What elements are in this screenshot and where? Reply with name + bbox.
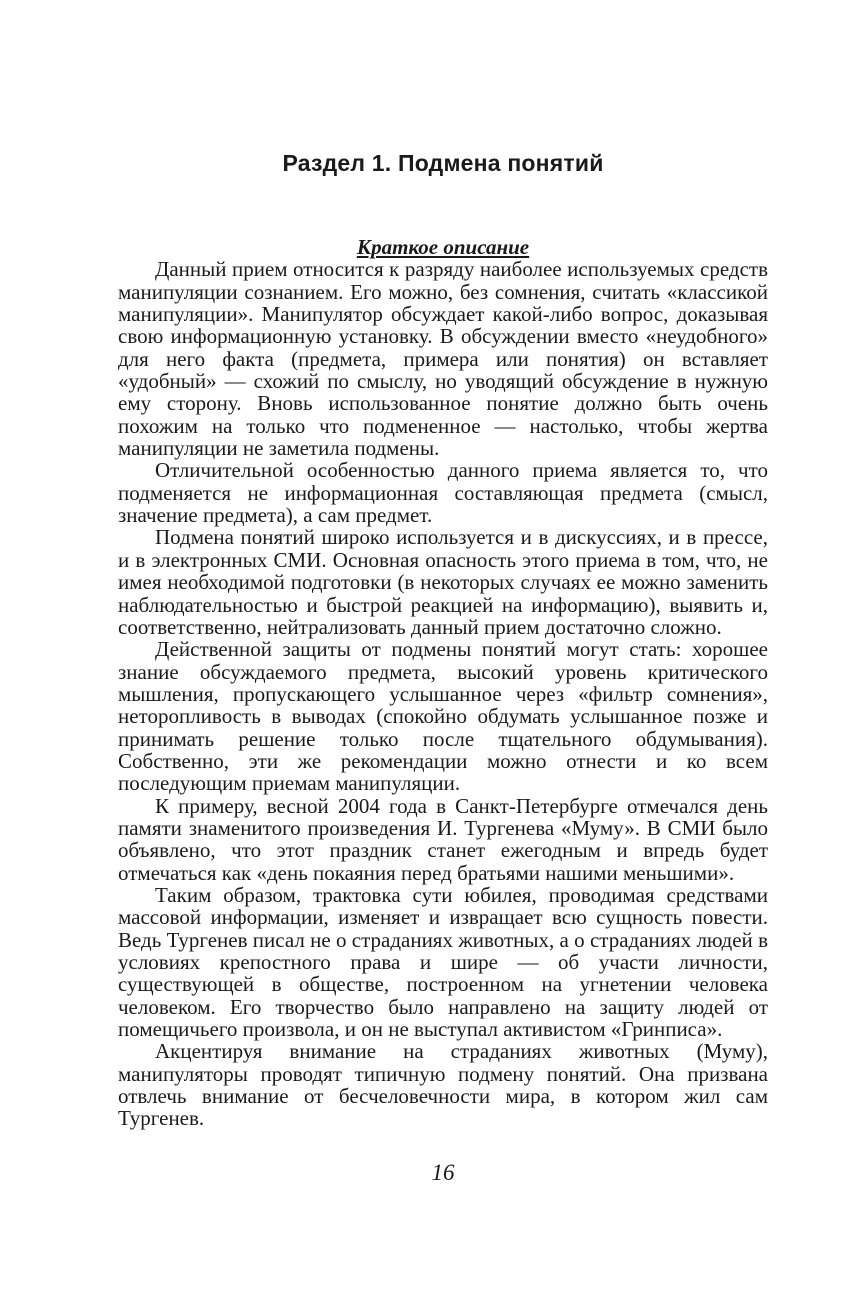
page-number: 16 (431, 1160, 455, 1185)
paragraph: Отличительной особенностью данного приема является то, что подменяется не информационная составляющая предмета (смысл, значение предмета), а сам предмет. (118, 458, 768, 528)
paragraph: Действенной защиты от подмены понятий могут стать: хорошее знание обсуждаемого предмета, высокий уровень критического мышления, пропускающего услышанное через «фильтр сомнения», неторопливость в выводах (спокойно обдумать услышанное позже и принимать решение только после тщательного обдумывания). Собственно, эти же рекомендации можно отнести и ко всем последующим приемам манипуляции. (118, 637, 768, 796)
paragraph: Таким образом, трактовка сути юбилея, проводимая средствами массовой информации, изменяет и извращает всю сущность повести. Ведь Тургенев писал не о страданиях животных, а о страданиях людей в условиях крепостного права и шире — об участи личности, существующей в обществе, построенном на угнетении человека человеком. Его творчество было направлено на защиту людей от помещичьего произвола, и он не выступал активистом «Гринписа». (118, 882, 768, 1042)
body-text (118, 236, 768, 1130)
paragraph: Подмена понятий широко используется и в дискуссиях, и в прессе, и в электронных СМИ. Основная опасность этого приема в том, что, не имея необходимой подготовки (в некоторых случаях ее можно заменить наблюдательностью и быстрой реакцией на информацию), выявить и, соответственно, нейтрализовать данный прием достаточно сложно. (118, 525, 768, 639)
section-heading: Раздел 1. Подмена понятий (282, 150, 604, 176)
paragraph: К примеру, весной 2004 года в Санкт-Петербурге отмечался день памяти знаменитого произведения И. Тургенева «Муму». В СМИ было объявлено, что этот праздник станет ежегодным и впредь будет отмечаться как «день покаяния перед братьями нашими меньшими». (118, 793, 768, 885)
paragraph: Данный прием относится к разряду наиболее используемых средств манипуляции сознанием. Его можно, без сомнения, считать «классикой манипуляции». Манипулятор обсуждает какой-либо вопрос, доказывая свою информационную установку. В обсуждении вместо «неудобного» для него факта (предмета, примера или понятия) он вставляет «удобный» — схожий по смыслу, но уводящий обсуждение в нужную ему сторону. Вновь использованное понятие должно быть очень похожим на только что подмененное — настолько, чтобы жертва манипуляции не заметила подмены. (118, 257, 768, 461)
paragraph: Акцентируя внимание на страданиях животных (Муму), манипуляторы проводят типичную подмену понятий. Она призвана отвлечь внимание от бесчеловечности мира, в котором жил сам Тургенев. (118, 1039, 768, 1131)
subheading: Краткое описание (356, 235, 530, 259)
